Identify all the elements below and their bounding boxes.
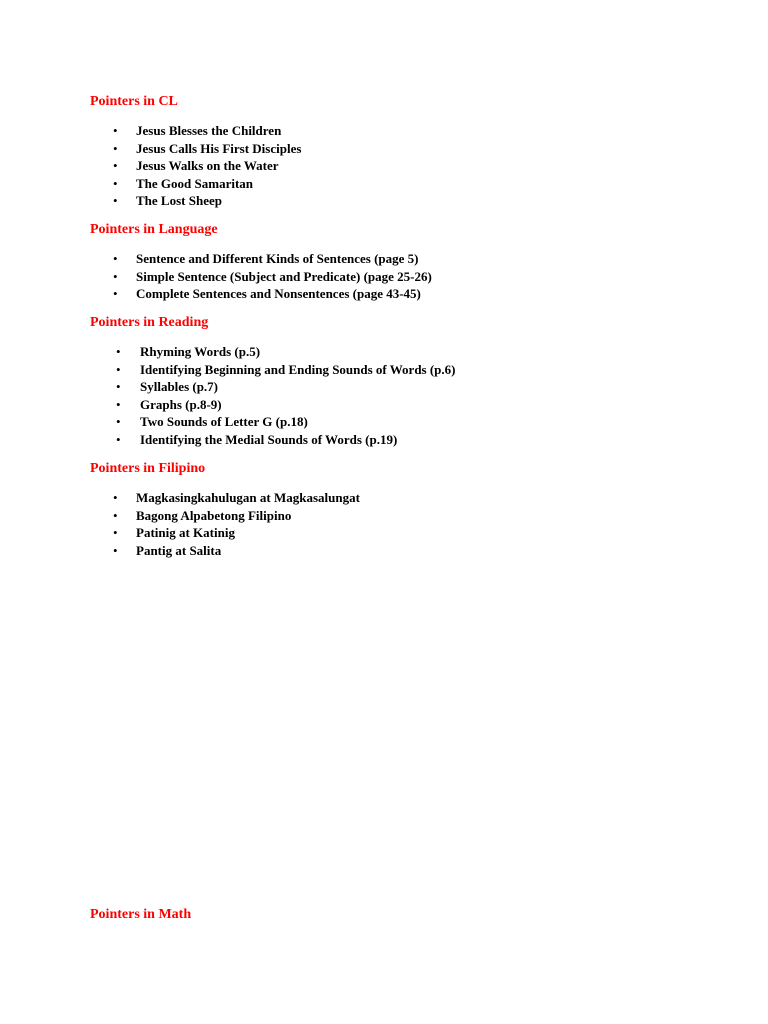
section-cl	[90, 93, 301, 210]
list-item-text: Two Sounds of Letter G (p.18)	[140, 414, 308, 430]
bullet-icon: •	[113, 251, 118, 266]
section-heading-filipino: Pointers in Filipino	[90, 461, 206, 476]
list-item-text: Bagong Alpabetong Filipino	[136, 507, 292, 523]
bullet-icon: •	[113, 193, 118, 209]
bullet-icon: •	[116, 344, 121, 359]
bullet-list-cl	[90, 122, 301, 210]
list-item-text: Jesus Blesses the Children	[136, 123, 282, 138]
section-heading-reading: Pointers in Reading	[90, 315, 209, 330]
section-heading-math: Pointers in Math	[90, 907, 192, 922]
list-item-text: Graphs (p.8-9)	[140, 396, 222, 412]
list-item-text: Complete Sentences and Nonsentences (page 43-45)	[136, 286, 421, 302]
list-item	[90, 542, 360, 560]
section-heading-cl: Pointers in CL	[90, 94, 178, 109]
bullet-icon: •	[116, 414, 121, 430]
section-heading-language: Pointers in Language	[90, 222, 218, 237]
list-item	[90, 361, 456, 379]
list-item-text: Magkasingkahulugan at Magkasalungat	[136, 490, 360, 505]
list-item	[90, 378, 456, 396]
list-item-text: Jesus Calls His First Disciples	[136, 140, 302, 156]
section-filipino	[90, 460, 360, 559]
bullet-icon: •	[113, 123, 118, 138]
list-item-text: Simple Sentence (Subject and Predicate) (page 25-26)	[136, 268, 432, 284]
list-item	[90, 268, 432, 286]
list-item	[90, 250, 432, 268]
list-item	[90, 192, 301, 210]
list-item-text: Identifying Beginning and Ending Sounds of Words (p.6)	[140, 361, 456, 377]
bullet-list-language	[90, 250, 432, 303]
bullet-list-reading	[90, 343, 456, 449]
list-item	[90, 343, 456, 361]
bullet-list-filipino	[90, 489, 360, 559]
bullet-icon: •	[113, 542, 118, 558]
list-item	[90, 413, 456, 431]
bullet-icon: •	[116, 361, 121, 377]
list-item-text: Pantig at Salita	[136, 542, 222, 558]
list-item	[90, 175, 301, 193]
bullet-icon: •	[113, 140, 118, 156]
list-item	[90, 489, 360, 507]
bullet-icon: •	[113, 525, 118, 541]
list-item	[90, 396, 456, 414]
bullet-icon: •	[113, 286, 118, 302]
list-item-text: Sentence and Different Kinds of Sentences (page 5)	[136, 251, 419, 266]
list-item	[90, 524, 360, 542]
list-item-text: The Good Samaritan	[136, 175, 254, 191]
list-item-text: Identifying the Medial Sounds of Words (p.19)	[140, 431, 398, 447]
bullet-icon: •	[113, 175, 118, 191]
bullet-icon: •	[113, 268, 118, 284]
list-item	[90, 157, 301, 175]
list-item	[90, 431, 456, 449]
bullet-icon: •	[116, 379, 121, 395]
section-reading	[90, 314, 456, 449]
list-item-text: Jesus Walks on the Water	[136, 158, 279, 174]
bullet-icon: •	[113, 158, 118, 174]
list-item	[90, 140, 301, 158]
list-item	[90, 122, 301, 140]
bullet-icon: •	[113, 507, 118, 523]
list-item-text: The Lost Sheep	[136, 193, 222, 209]
section-language	[90, 221, 432, 303]
section-math	[90, 906, 191, 924]
list-item-text: Patinig at Katinig	[136, 525, 235, 541]
list-item	[90, 507, 360, 525]
bullet-icon: •	[116, 396, 121, 412]
list-item-text: Syllables (p.7)	[140, 379, 219, 395]
list-item	[90, 285, 432, 303]
list-item-text: Rhyming Words (p.5)	[140, 344, 261, 359]
bullet-icon: •	[113, 490, 118, 505]
bullet-icon: •	[116, 431, 121, 447]
